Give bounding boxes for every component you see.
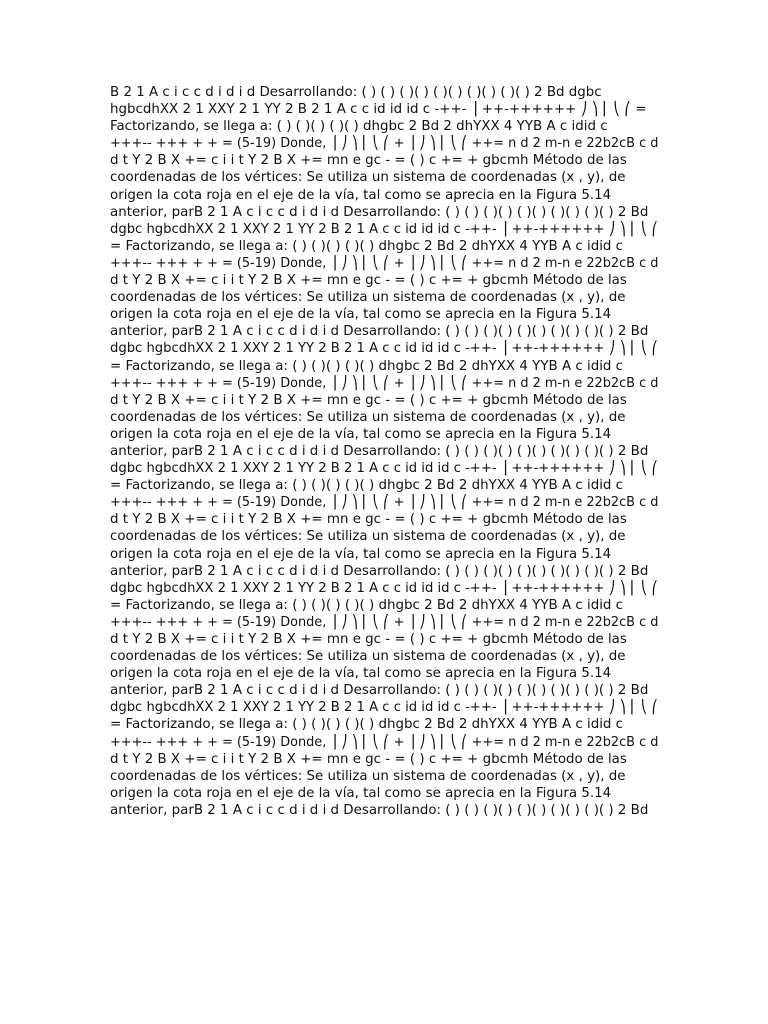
text-line: dgbc hgbcdhXX 2 1 XXY 2 1 YY 2 B 2 1 A c c id id id c -++- ⎟ ++-++++++ ⎠ ⎞ ⎜ ⎝ ⎛	[110, 700, 659, 716]
text-line: d t Y 2 B X += c i i t Y 2 B X += mn e gc - = ( ) c += + gbcmh Método de las	[110, 632, 627, 647]
text-line: +++-- +++ + + = (5-19) Donde, ⎟ ⎠ ⎞ ⎜ ⎝ ⎛ + ⎟ ⎠ ⎞ ⎜ ⎝ ⎛ ++= n d 2 m-n e 22b2cB c d	[110, 495, 658, 511]
text-line: +++-- +++ + + = (5-19) Donde, ⎟ ⎠ ⎞ ⎜ ⎝ ⎛ + ⎟ ⎠ ⎞ ⎜ ⎝ ⎛ ++= n d 2 m-n e 22b2cB c d	[110, 614, 658, 630]
text-line: d t Y 2 B X += c i i t Y 2 B X += mn e gc - = ( ) c += + gbcmh Método de las	[110, 751, 627, 767]
text-line: anterior, parB 2 1 A c i c c d i d i d Desarrollando: ( ) ( ) ( )( ) ( )( ) ( )( ) ( )( ) 2 Bd	[110, 802, 649, 818]
text-line: origen la cota roja en el eje de la vía, tal como se aprecia en la Figura 5.14	[110, 785, 612, 801]
text-line: +++-- +++ + + = (5-19) Donde, ⎟ ⎠ ⎞ ⎜ ⎝ ⎛ + ⎟ ⎠ ⎞ ⎜ ⎝ ⎛ ++= n d 2 m-n e 22b2cB c d	[110, 734, 658, 750]
text-line: coordenadas de los vértices: Se utiliza un sistema de coordenadas (x , y), de	[110, 170, 626, 186]
text-line: anterior, parB 2 1 A c i c c d i d i d Desarrollando: ( ) ( ) ( )( ) ( )( ) ( )( ) ( )( ) 2 Bd	[110, 563, 649, 579]
text-line: anterior, parB 2 1 A c i c c d i d i d Desarrollando: ( ) ( ) ( )( ) ( )( ) ( )( ) ( )( ) 2 Bd	[110, 204, 649, 220]
text-line: dgbc hgbcdhXX 2 1 XXY 2 1 YY 2 B 2 1 A c c id id id c -++- ⎟ ++-++++++ ⎠ ⎞ ⎜ ⎝ ⎛	[110, 461, 659, 477]
text-line: = Factorizando, se llega a: ( ) ( )( ) ( )( ) dhgbc 2 Bd 2 dhYXX 4 YYB A c idid c	[110, 478, 624, 494]
text-line: +++-- +++ + + = (5-19) Donde, ⎟ ⎠ ⎞ ⎜ ⎝ ⎛ + ⎟ ⎠ ⎞ ⎜ ⎝ ⎛ ++= n d 2 m-n e 22b2cB c d	[110, 136, 658, 152]
text-line: coordenadas de los vértices: Se utiliza un sistema de coordenadas (x , y), de	[110, 409, 626, 425]
text-line: anterior, parB 2 1 A c i c c d i d i d Desarrollando: ( ) ( ) ( )( ) ( )( ) ( )( ) ( )( ) 2 Bd	[110, 683, 649, 699]
text-line: origen la cota roja en el eje de la vía, tal como se aprecia en la Figura 5.14	[110, 426, 612, 442]
text-line: = Factorizando, se llega a: ( ) ( )( ) ( )( ) dhgbc 2 Bd 2 dhYXX 4 YYB A c idid c	[110, 597, 624, 613]
text-line: Factorizando, se llega a: ( ) ( )( ) ( )( ) dhgbc 2 Bd 2 dhYXX 4 YYB A c idid c	[110, 119, 608, 135]
text-line: coordenadas de los vértices: Se utiliza un sistema de coordenadas (x , y), de	[110, 649, 626, 665]
text-line: hgbcdhXX 2 1 XXY 2 1 YY 2 B 2 1 A c c id id id c -++- ⎟ ++-++++++ ⎠ ⎞ ⎜ ⎝ ⎛ =	[110, 102, 647, 118]
text-line: coordenadas de los vértices: Se utiliza un sistema de coordenadas (x , y), de	[110, 529, 626, 545]
text-line: coordenadas de los vértices: Se utiliza un sistema de coordenadas (x , y), de	[110, 768, 626, 784]
text-line: = Factorizando, se llega a: ( ) ( )( ) ( )( ) dhgbc 2 Bd 2 dhYXX 4 YYB A c idid c	[110, 358, 624, 374]
text-line: anterior, parB 2 1 A c i c c d i d i d Desarrollando: ( ) ( ) ( )( ) ( )( ) ( )( ) ( )( ) 2 Bd	[110, 324, 649, 340]
text-line: +++-- +++ + + = (5-19) Donde, ⎟ ⎠ ⎞ ⎜ ⎝ ⎛ + ⎟ ⎠ ⎞ ⎜ ⎝ ⎛ ++= n d 2 m-n e 22b2cB c d	[110, 255, 658, 271]
text-line: dgbc hgbcdhXX 2 1 XXY 2 1 YY 2 B 2 1 A c c id id id c -++- ⎟ ++-++++++ ⎠ ⎞ ⎜ ⎝ ⎛	[110, 341, 659, 357]
text-line: origen la cota roja en el eje de la vía, tal como se aprecia en la Figura 5.14	[110, 546, 612, 562]
text-line: B 2 1 A c i c c d i d i d Desarrollando: ( ) ( ) ( )( ) ( )( ) ( )( ) ( )( ) 2 Bd dgbc	[110, 85, 602, 100]
text-line: anterior, parB 2 1 A c i c c d i d i d Desarrollando: ( ) ( ) ( )( ) ( )( ) ( )( ) ( )( ) 2 Bd	[110, 443, 649, 459]
text-line: = Factorizando, se llega a: ( ) ( )( ) ( )( ) dhgbc 2 Bd 2 dhYXX 4 YYB A c idid c	[110, 238, 624, 254]
text-line: origen la cota roja en el eje de la vía, tal como se aprecia en la Figura 5.14	[110, 307, 612, 323]
text-line: = Factorizando, se llega a: ( ) ( )( ) ( )( ) dhgbc 2 Bd 2 dhYXX 4 YYB A c idid c	[110, 717, 624, 733]
text-line: origen la cota roja en el eje de la vía, tal como se aprecia en la Figura 5.14	[110, 666, 612, 682]
text-line: +++-- +++ + + = (5-19) Donde, ⎟ ⎠ ⎞ ⎜ ⎝ ⎛ + ⎟ ⎠ ⎞ ⎜ ⎝ ⎛ ++= n d 2 m-n e 22b2cB c d	[110, 375, 658, 391]
text-line: coordenadas de los vértices: Se utiliza un sistema de coordenadas (x , y), de	[110, 290, 626, 306]
text-line: dgbc hgbcdhXX 2 1 XXY 2 1 YY 2 B 2 1 A c c id id id c -++- ⎟ ++-++++++ ⎠ ⎞ ⎜ ⎝ ⎛	[110, 221, 659, 237]
text-line: d t Y 2 B X += c i i t Y 2 B X += mn e gc - = ( ) c += + gbcmh Método de las	[110, 512, 627, 528]
text-line: d t Y 2 B X += c i i t Y 2 B X += mn e gc - = ( ) c += + gbcmh Método de las	[110, 273, 627, 289]
text-line: d t Y 2 B X += c i i t Y 2 B X += mn e gc - = ( ) c += + gbcmh Método de las	[110, 392, 627, 408]
text-line: dgbc hgbcdhXX 2 1 XXY 2 1 YY 2 B 2 1 A c c id id id c -++- ⎟ ++-++++++ ⎠ ⎞ ⎜ ⎝ ⎛	[110, 580, 659, 596]
text-line: d t Y 2 B X += c i i t Y 2 B X += mn e gc - = ( ) c += + gbcmh Método de las	[110, 153, 627, 169]
text-line: origen la cota roja en el eje de la vía, tal como se aprecia en la Figura 5.14	[110, 187, 612, 203]
document-body-text	[110, 84, 658, 819]
